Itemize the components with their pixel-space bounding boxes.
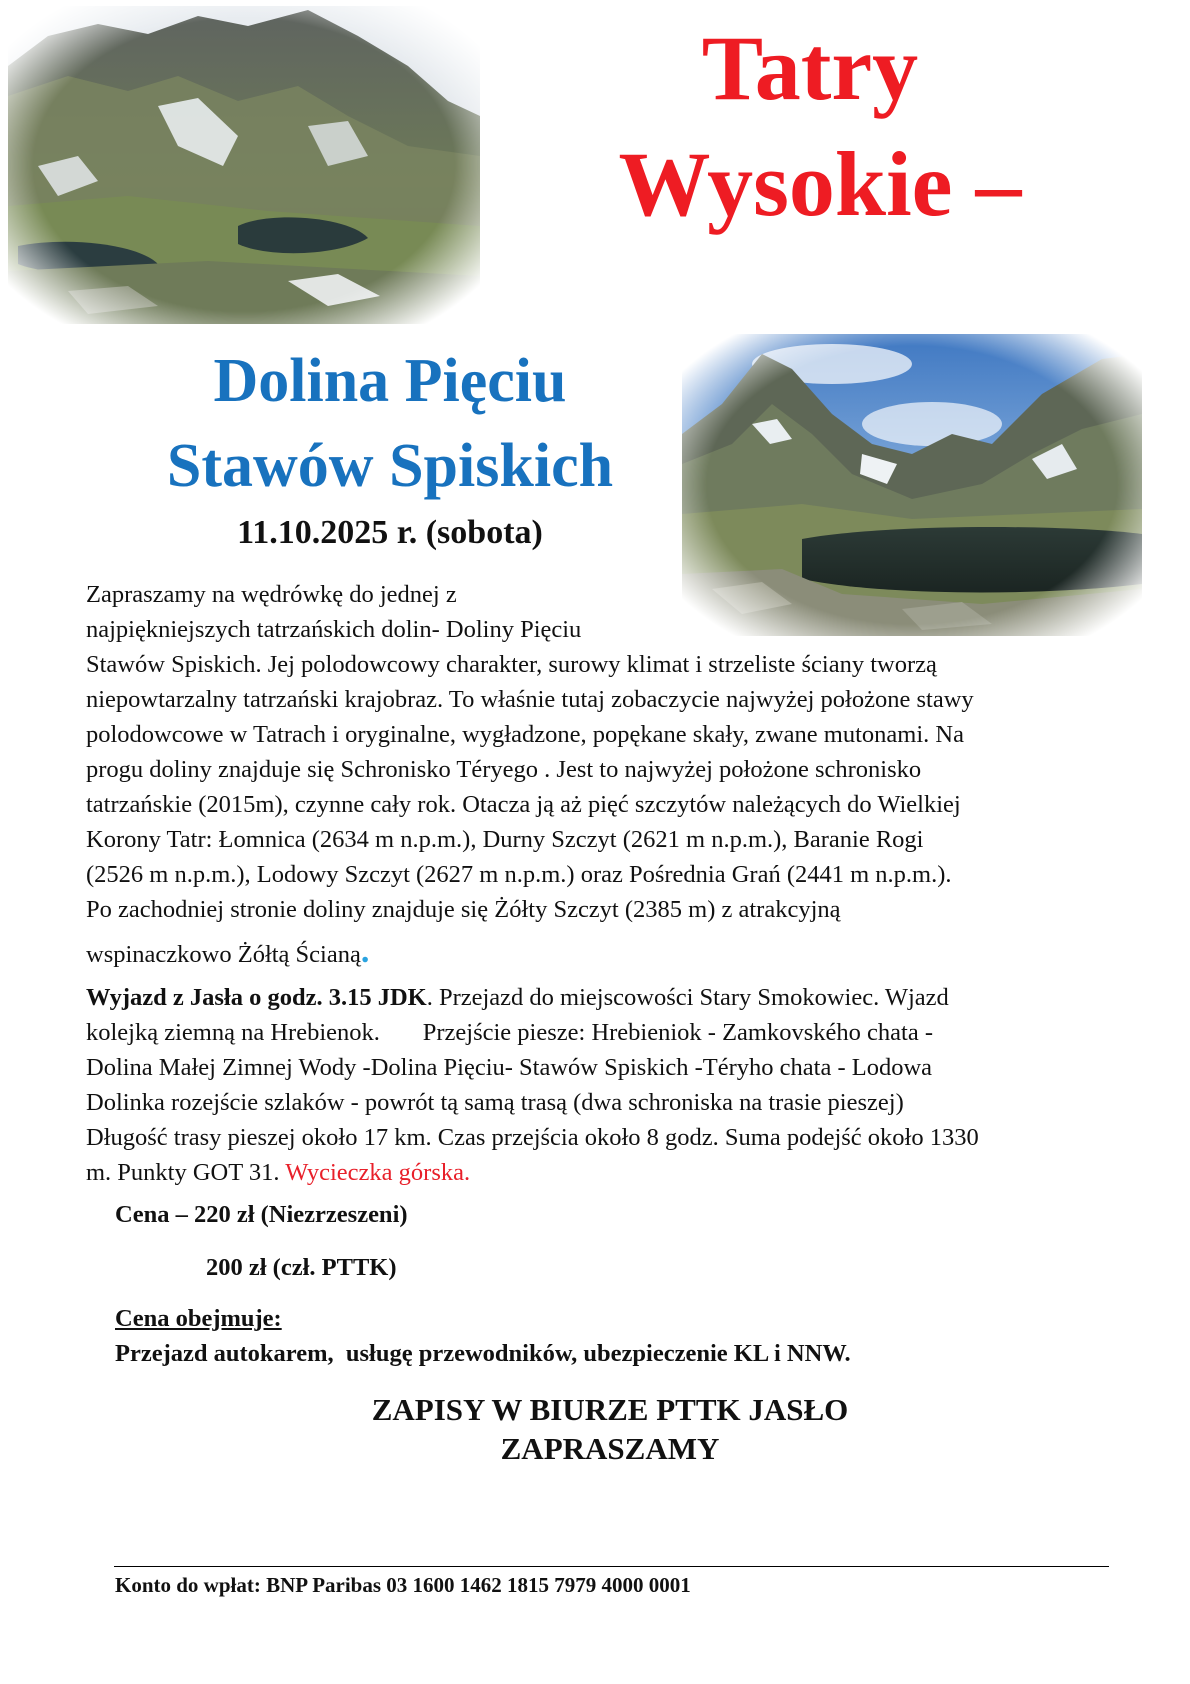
itinerary-text: . Przejazd do miejscowości Stary Smokowiec. Wjazd [426, 984, 949, 1011]
subtitle-line-2: Stawów Spiskich [166, 432, 614, 500]
footer-divider [114, 1566, 1109, 1567]
departure-info: Wyjazd z Jasła o godz. 3.15 JDK [86, 984, 427, 1011]
description-line: Po zachodniej stronie doliny znajduje się Żółty Szczyt (2385 m) z atrakcyjną [86, 896, 841, 923]
mountain-photo-lake [682, 334, 1142, 636]
description-line: Zapraszamy na wędrówkę do jednej z [86, 581, 457, 608]
decorative-dot: . [360, 933, 370, 970]
title-line-1: Tatry [701, 17, 919, 119]
description-line: Korony Tatr: Łomnica (2634 m n.p.m.), Durny Szczyt (2621 m n.p.m.), Baranie Rogi [86, 826, 924, 853]
price-includes-text: Przejazd autokarem, usługę przewodników, ubezpieczenie KL i NNW. [115, 1340, 851, 1367]
itinerary-line [86, 983, 949, 1012]
itinerary-line: Dolina Małej Zimnej Wody -Dolina Pięciu- Stawów Spiskich -Téryho chata - Lodowa [86, 1054, 933, 1081]
price-member: 200 zł (czł. PTTK) [206, 1254, 397, 1281]
description-line: najpiękniejszych tatrzańskich dolin- Doliny Pięciu [86, 616, 582, 643]
description-line: (2526 m n.p.m.), Lodowy Szczyt (2627 m n.p.m.) oraz Pośrednia Grań (2441 m n.p.m.). [86, 861, 952, 888]
event-date: 11.10.2025 r. (sobota) [237, 514, 543, 551]
welcome-text: ZAPRASZAMY [500, 1431, 720, 1466]
bank-account: Konto do wpłat: BNP Paribas 03 1600 1462 1815 7979 4000 0001 [115, 1573, 691, 1597]
itinerary-line: kolejką ziemną na Hrebienok. Przejście piesze: Hrebieniok - Zamkovského chata - [86, 1019, 933, 1046]
description-line: polodowcowe w Tatrach i oryginalne, wygładzone, popękane skały, zwane mutonami. Na [86, 721, 964, 748]
description-line: progu doliny znajduje się Schronisko Téryego . Jest to najwyżej położone schronisko [86, 756, 922, 783]
description-line: Stawów Spiskich. Jej polodowcowy charakter, surowy klimat i strzeliste ściany tworzą [86, 651, 937, 678]
signup-info: ZAPISY W BIURZE PTTK JASŁO [371, 1392, 849, 1427]
itinerary-line: Dolinka rozejście szlaków - powrót tą samą trasą (dwa schroniska na trasie pieszej) [86, 1089, 904, 1116]
description-line: tatrzańskie (2015m), czynne cały rok. Otacza ją aż pięć szczytów należących do Wielkiej [86, 791, 961, 818]
mountain-photo-top [8, 6, 480, 324]
price-includes-heading: Cena obejmuje: [115, 1305, 282, 1332]
itinerary-line: Długość trasy pieszej około 17 km. Czas przejścia około 8 godz. Suma podejść około 1330 [86, 1124, 979, 1151]
description-line-last [86, 932, 369, 973]
description-text: wspinaczkowo Żółtą Ścianą [86, 941, 361, 968]
trip-type: Wycieczka górska. [285, 1159, 471, 1186]
title-line-2: Wysokie – [618, 133, 1022, 235]
itinerary-line [86, 1158, 470, 1187]
description-line: niepowtarzalny tatrzański krajobraz. To właśnie tutaj zobaczycie najwyżej położone stawy [86, 686, 974, 713]
itinerary-text: m. Punkty GOT 31. [86, 1159, 286, 1186]
price-nonmember: Cena – 220 zł (Niezrzeszeni) [115, 1201, 408, 1228]
subtitle-line-1: Dolina Pięciu [213, 347, 567, 415]
